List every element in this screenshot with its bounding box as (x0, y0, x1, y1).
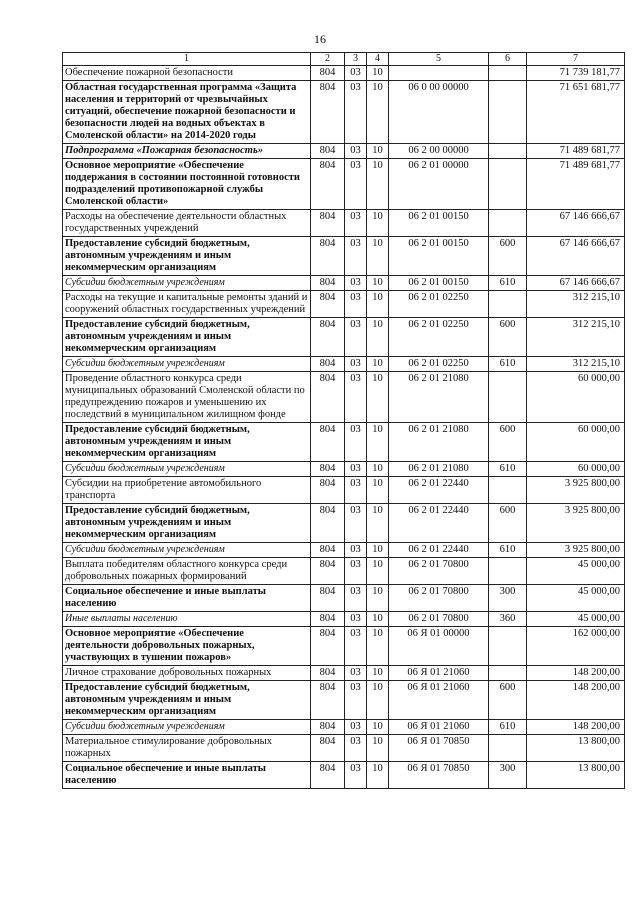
cell-c7: 13 800,00 (527, 762, 625, 789)
cell-c3: 03 (345, 477, 367, 504)
row-name: Субсидии бюджетным учреждениям (63, 543, 311, 558)
cell-c4: 10 (367, 81, 389, 144)
cell-c5: 06 2 01 00150 (389, 210, 489, 237)
row-name: Социальное обеспечение и иные выплаты населению (63, 762, 311, 789)
row-name: Субсидии бюджетным учреждениям (63, 720, 311, 735)
budget-table (62, 52, 625, 789)
column-header: 2 (311, 53, 345, 66)
cell-c6: 600 (489, 423, 527, 462)
cell-c4: 10 (367, 762, 389, 789)
cell-c3: 03 (345, 762, 367, 789)
cell-c7: 67 146 666,67 (527, 276, 625, 291)
cell-c2: 804 (311, 681, 345, 720)
cell-c4: 10 (367, 504, 389, 543)
cell-c3: 03 (345, 666, 367, 681)
cell-c4: 10 (367, 666, 389, 681)
cell-c3: 03 (345, 357, 367, 372)
cell-c2: 804 (311, 144, 345, 159)
row-name: Предоставление субсидий бюджетным, автономным учреждениям и иным некоммерческим организациям (63, 237, 311, 276)
cell-c3: 03 (345, 504, 367, 543)
cell-c5: 06 2 01 21080 (389, 462, 489, 477)
cell-c3: 03 (345, 423, 367, 462)
table-row (63, 735, 625, 762)
cell-c5: 06 2 01 00150 (389, 237, 489, 276)
cell-c5: 06 Я 01 21060 (389, 681, 489, 720)
cell-c4: 10 (367, 159, 389, 210)
cell-c2: 804 (311, 627, 345, 666)
cell-c3: 03 (345, 558, 367, 585)
cell-c5: 06 2 01 02250 (389, 357, 489, 372)
table-row (63, 210, 625, 237)
cell-c5: 06 2 01 02250 (389, 318, 489, 357)
cell-c4: 10 (367, 627, 389, 666)
cell-c6: 600 (489, 318, 527, 357)
cell-c2: 804 (311, 291, 345, 318)
cell-c7: 71 489 681,77 (527, 159, 625, 210)
cell-c4: 10 (367, 357, 389, 372)
cell-c5: 06 2 01 21080 (389, 423, 489, 462)
cell-c4: 10 (367, 612, 389, 627)
cell-c2: 804 (311, 504, 345, 543)
cell-c5: 06 0 00 00000 (389, 81, 489, 144)
cell-c2: 804 (311, 762, 345, 789)
table-row (63, 81, 625, 144)
table-row (63, 291, 625, 318)
column-header: 5 (389, 53, 489, 66)
cell-c3: 03 (345, 276, 367, 291)
page-number: 16 (314, 32, 326, 46)
table-row (63, 276, 625, 291)
table-row (63, 543, 625, 558)
cell-c6 (489, 666, 527, 681)
cell-c5: 06 Я 01 70850 (389, 762, 489, 789)
cell-c4: 10 (367, 558, 389, 585)
cell-c7: 312 215,10 (527, 291, 625, 318)
cell-c6 (489, 735, 527, 762)
row-name: Подпрограмма «Пожарная безопасность» (63, 144, 311, 159)
cell-c3: 03 (345, 210, 367, 237)
cell-c2: 804 (311, 585, 345, 612)
cell-c6 (489, 159, 527, 210)
row-name: Выплата победителям областного конкурса среди добровольных пожарных формирований (63, 558, 311, 585)
cell-c3: 03 (345, 681, 367, 720)
cell-c6 (489, 144, 527, 159)
cell-c7: 162 000,00 (527, 627, 625, 666)
column-header: 1 (63, 53, 311, 66)
cell-c4: 10 (367, 210, 389, 237)
cell-c5: 06 2 01 00000 (389, 159, 489, 210)
cell-c4: 10 (367, 144, 389, 159)
cell-c2: 804 (311, 237, 345, 276)
table-row (63, 477, 625, 504)
cell-c3: 03 (345, 372, 367, 423)
cell-c2: 804 (311, 372, 345, 423)
cell-c7: 3 925 800,00 (527, 504, 625, 543)
cell-c7: 60 000,00 (527, 423, 625, 462)
cell-c3: 03 (345, 159, 367, 210)
row-name: Областная государственная программа «Защита населения и территорий от чрезвычайных ситуаций, обеспечение пожарной безопасности и безопасности людей на водных объектах в Смоленской области» на 2014-2020 годы (63, 81, 311, 144)
cell-c2: 804 (311, 318, 345, 357)
table-row (63, 558, 625, 585)
cell-c7: 71 489 681,77 (527, 144, 625, 159)
cell-c5: 06 2 01 22440 (389, 504, 489, 543)
row-name: Субсидии бюджетным учреждениям (63, 462, 311, 477)
cell-c3: 03 (345, 81, 367, 144)
cell-c5: 06 2 01 22440 (389, 477, 489, 504)
row-name: Предоставление субсидий бюджетным, автономным учреждениям и иным некоммерческим организациям (63, 504, 311, 543)
row-name: Проведение областного конкурса среди муниципальных образований Смоленской области по предупреждению пожаров и уменьшению их последствий в муниципальном жилищном фонде (63, 372, 311, 423)
row-name: Предоставление субсидий бюджетным, автономным учреждениям и иным некоммерческим организациям (63, 681, 311, 720)
cell-c7: 45 000,00 (527, 585, 625, 612)
cell-c5 (389, 66, 489, 81)
cell-c2: 804 (311, 543, 345, 558)
cell-c6 (489, 477, 527, 504)
cell-c3: 03 (345, 627, 367, 666)
cell-c4: 10 (367, 477, 389, 504)
cell-c4: 10 (367, 423, 389, 462)
cell-c2: 804 (311, 720, 345, 735)
cell-c2: 804 (311, 276, 345, 291)
cell-c6: 600 (489, 237, 527, 276)
cell-c2: 804 (311, 210, 345, 237)
cell-c3: 03 (345, 237, 367, 276)
row-name: Субсидии на приобретение автомобильного транспорта (63, 477, 311, 504)
cell-c2: 804 (311, 423, 345, 462)
cell-c3: 03 (345, 318, 367, 357)
cell-c7: 60 000,00 (527, 462, 625, 477)
cell-c7: 3 925 800,00 (527, 543, 625, 558)
cell-c6: 610 (489, 357, 527, 372)
cell-c7: 148 200,00 (527, 666, 625, 681)
table-row (63, 681, 625, 720)
column-header: 3 (345, 53, 367, 66)
table-row (63, 762, 625, 789)
table-row (63, 627, 625, 666)
cell-c3: 03 (345, 585, 367, 612)
cell-c2: 804 (311, 159, 345, 210)
cell-c2: 804 (311, 357, 345, 372)
cell-c5: 06 Я 01 00000 (389, 627, 489, 666)
cell-c6 (489, 627, 527, 666)
table-row (63, 612, 625, 627)
cell-c2: 804 (311, 558, 345, 585)
cell-c6 (489, 558, 527, 585)
cell-c7: 45 000,00 (527, 612, 625, 627)
cell-c5: 06 2 01 70800 (389, 585, 489, 612)
cell-c7: 13 800,00 (527, 735, 625, 762)
cell-c6: 610 (489, 276, 527, 291)
cell-c2: 804 (311, 735, 345, 762)
table-row (63, 318, 625, 357)
cell-c6 (489, 66, 527, 81)
cell-c4: 10 (367, 318, 389, 357)
row-name: Иные выплаты населению (63, 612, 311, 627)
cell-c6: 610 (489, 720, 527, 735)
cell-c7: 312 215,10 (527, 357, 625, 372)
cell-c4: 10 (367, 543, 389, 558)
row-name: Субсидии бюджетным учреждениям (63, 276, 311, 291)
cell-c2: 804 (311, 612, 345, 627)
cell-c7: 148 200,00 (527, 681, 625, 720)
cell-c5: 06 2 01 70800 (389, 612, 489, 627)
table-row (63, 66, 625, 81)
cell-c5: 06 Я 01 21060 (389, 720, 489, 735)
cell-c7: 3 925 800,00 (527, 477, 625, 504)
cell-c5: 06 2 01 21080 (389, 372, 489, 423)
cell-c7: 45 000,00 (527, 558, 625, 585)
cell-c4: 10 (367, 681, 389, 720)
cell-c4: 10 (367, 735, 389, 762)
cell-c7: 60 000,00 (527, 372, 625, 423)
cell-c2: 804 (311, 477, 345, 504)
cell-c6: 300 (489, 585, 527, 612)
row-name: Предоставление субсидий бюджетным, автономным учреждениям и иным некоммерческим организациям (63, 423, 311, 462)
cell-c2: 804 (311, 462, 345, 477)
cell-c5: 06 2 01 70800 (389, 558, 489, 585)
cell-c5: 06 2 01 02250 (389, 291, 489, 318)
row-name: Материальное стимулирование добровольных пожарных (63, 735, 311, 762)
cell-c3: 03 (345, 291, 367, 318)
cell-c5: 06 2 00 00000 (389, 144, 489, 159)
table-row (63, 357, 625, 372)
table-row (63, 159, 625, 210)
cell-c7: 312 215,10 (527, 318, 625, 357)
cell-c6: 600 (489, 681, 527, 720)
cell-c7: 67 146 666,67 (527, 210, 625, 237)
row-name: Расходы на текущие и капитальные ремонты зданий и сооружений областных государственных учреждений (63, 291, 311, 318)
row-name: Основное мероприятие «Обеспечение поддержания в состоянии постоянной готовности подразделений противопожарной службы Смоленской области» (63, 159, 311, 210)
cell-c4: 10 (367, 276, 389, 291)
cell-c6: 610 (489, 462, 527, 477)
table-row (63, 504, 625, 543)
cell-c6 (489, 372, 527, 423)
cell-c3: 03 (345, 144, 367, 159)
column-header: 6 (489, 53, 527, 66)
cell-c6 (489, 81, 527, 144)
row-name: Основное мероприятие «Обеспечение деятельности добровольных пожарных, участвующих в тушении пожаров» (63, 627, 311, 666)
cell-c4: 10 (367, 720, 389, 735)
cell-c6 (489, 210, 527, 237)
cell-c3: 03 (345, 543, 367, 558)
cell-c3: 03 (345, 462, 367, 477)
cell-c3: 03 (345, 720, 367, 735)
row-name: Социальное обеспечение и иные выплаты населению (63, 585, 311, 612)
cell-c5: 06 Я 01 70850 (389, 735, 489, 762)
cell-c4: 10 (367, 372, 389, 423)
cell-c7: 67 146 666,67 (527, 237, 625, 276)
table-row (63, 423, 625, 462)
row-name: Обеспечение пожарной безопасности (63, 66, 311, 81)
cell-c4: 10 (367, 462, 389, 477)
cell-c6: 300 (489, 762, 527, 789)
cell-c5: 06 2 01 00150 (389, 276, 489, 291)
cell-c3: 03 (345, 612, 367, 627)
column-header: 4 (367, 53, 389, 66)
cell-c7: 71 739 181,77 (527, 66, 625, 81)
row-name: Субсидии бюджетным учреждениям (63, 357, 311, 372)
cell-c2: 804 (311, 66, 345, 81)
table-row (63, 237, 625, 276)
cell-c6: 360 (489, 612, 527, 627)
header-row (63, 53, 625, 66)
cell-c7: 71 651 681,77 (527, 81, 625, 144)
cell-c3: 03 (345, 735, 367, 762)
table-row (63, 144, 625, 159)
cell-c4: 10 (367, 291, 389, 318)
cell-c7: 148 200,00 (527, 720, 625, 735)
row-name: Расходы на обеспечение деятельности областных государственных учреждений (63, 210, 311, 237)
cell-c2: 804 (311, 666, 345, 681)
cell-c6 (489, 291, 527, 318)
cell-c4: 10 (367, 237, 389, 276)
table-row (63, 372, 625, 423)
row-name: Предоставление субсидий бюджетным, автономным учреждениям и иным некоммерческим организациям (63, 318, 311, 357)
cell-c4: 10 (367, 585, 389, 612)
cell-c5: 06 Я 01 21060 (389, 666, 489, 681)
table-row (63, 720, 625, 735)
table-row (63, 666, 625, 681)
cell-c4: 10 (367, 66, 389, 81)
cell-c3: 03 (345, 66, 367, 81)
cell-c5: 06 2 01 22440 (389, 543, 489, 558)
cell-c2: 804 (311, 81, 345, 144)
cell-c6: 600 (489, 504, 527, 543)
cell-c6: 610 (489, 543, 527, 558)
column-header: 7 (527, 53, 625, 66)
table-row (63, 585, 625, 612)
row-name: Личное страхование добровольных пожарных (63, 666, 311, 681)
table-row (63, 462, 625, 477)
